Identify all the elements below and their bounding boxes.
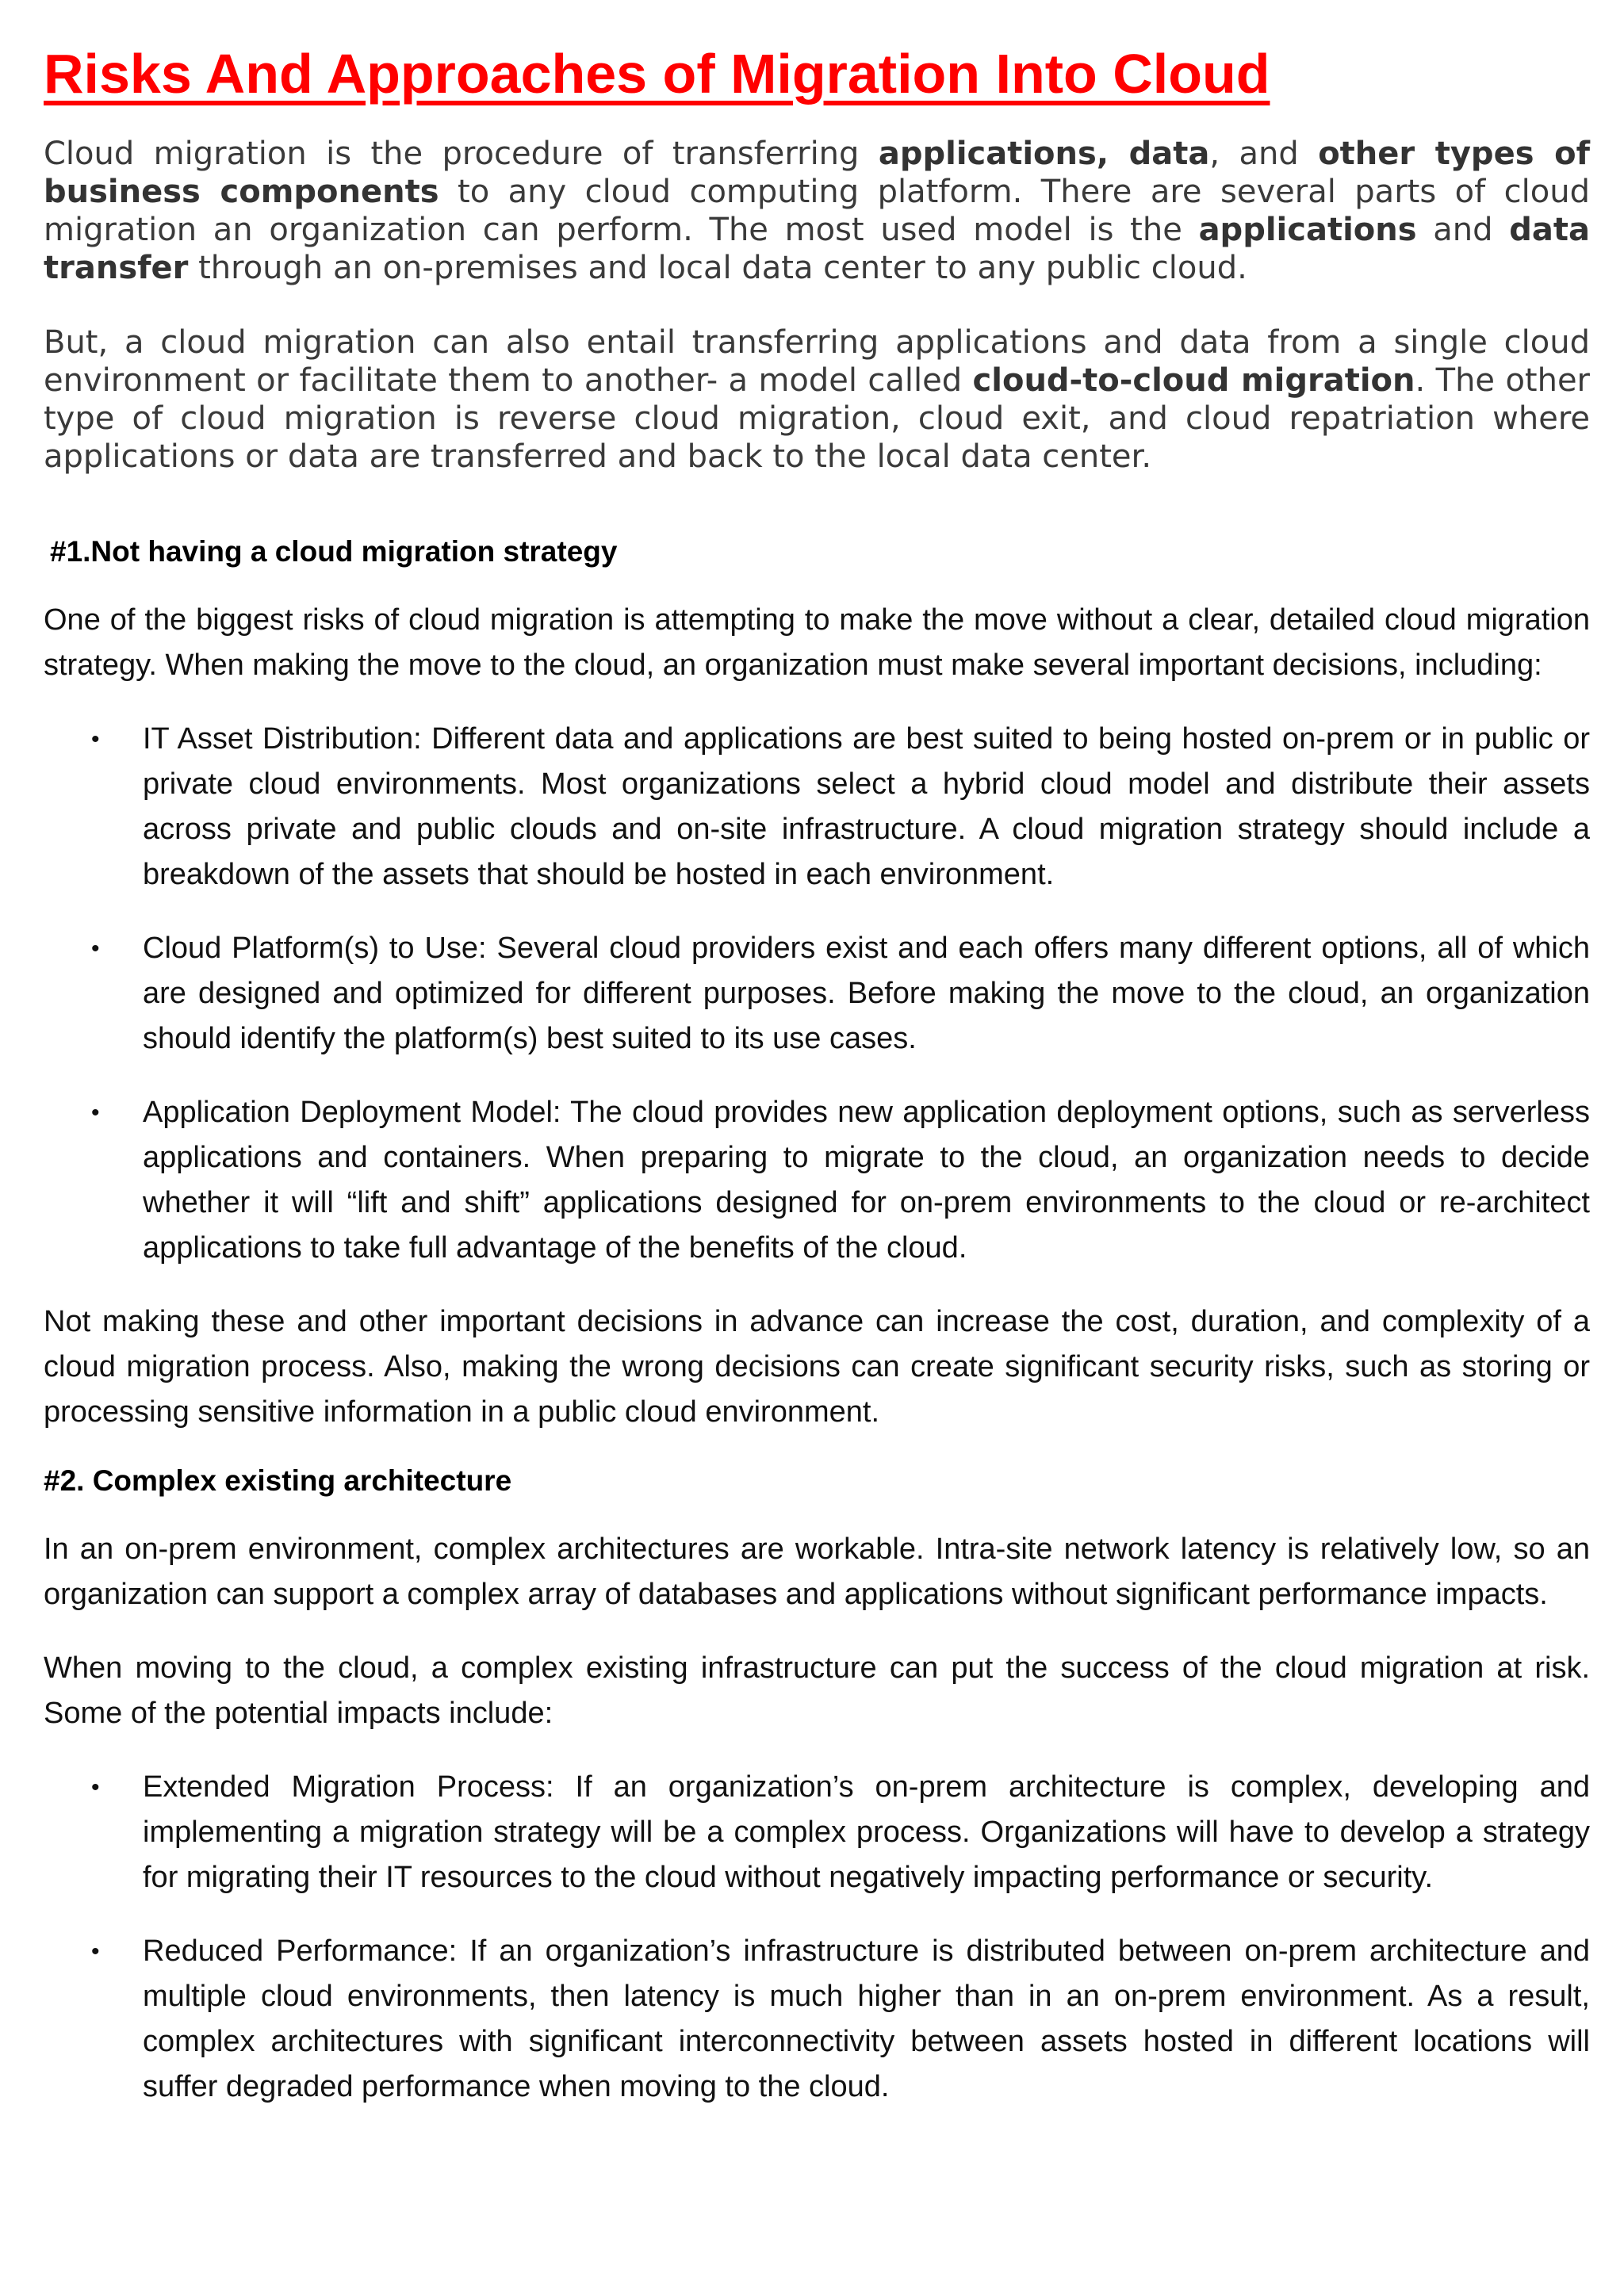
list-item (44, 1765, 1590, 1900)
intro-p2-text-c: . The other type of cloud migration is reverse cloud migration, cloud exit, and cloud repatriation where applications or data are transferred and back to the local data center. (44, 362, 1591, 475)
list-item (44, 1090, 1590, 1271)
intro-paragraph-1 (44, 135, 1590, 287)
section-1-heading: #1.Not having a cloud migration strategy (50, 535, 618, 568)
list-item (44, 717, 1590, 897)
list-item-text: IT Asset Distribution: Different data and applications are best suited to being hosted on-prem or in public or private cloud environments. Most organizations select a hybrid cloud model and distribute their assets across private and public clouds and on-site infrastructure. A cloud migration strategy should include a breakdown of the assets that should be hosted in each environment. (143, 722, 1590, 891)
bullet-icon: • (91, 726, 100, 752)
list-item (44, 926, 1590, 1062)
intro-p1-text-c: , and (1209, 136, 1319, 172)
bullet-icon: • (91, 1938, 100, 1965)
intro-p1-text-a: Cloud migration is the procedure of transferring (44, 136, 879, 172)
list-item (44, 1929, 1590, 2110)
bullet-icon: • (91, 1774, 100, 1800)
document-page (44, 44, 1590, 2138)
intro-p2-text-a: But, a cloud migration can also entail transferring applications and data from a single cloud environment or facilitate them to another- a model called (44, 324, 1590, 399)
list-item-text: Application Deployment Model: The cloud provides new application deployment options, such as serverless applications and containers. When preparing to migrate to the cloud, an organization needs to decide whether it will “lift and shift” applications designed for on-prem environments to the cloud or re-architect applications to take full advantage of the benefits of the cloud. (143, 1096, 1590, 1265)
section-2-paragraph-1: In an on-prem environment, complex architectures are workable. Intra-site network latency is relatively low, so an organization can support a complex array of databases and applications without significant performance impacts. (44, 1533, 1590, 1611)
intro-p1-bold-4: data transfer (44, 212, 1590, 286)
intro-p1-text-e: and (1416, 212, 1510, 248)
section-2-paragraph-2: When moving to the cloud, a complex existing infrastructure can put the success of the cloud migration at risk. Some of the potential impacts include: (44, 1651, 1590, 1730)
list-item-text: Cloud Platform(s) to Use: Several cloud providers exist and each offers many different options, all of which are designed and optimized for different purposes. Before making the move to the cloud, an organization should identify the platform(s) best suited to its use cases. (143, 932, 1590, 1055)
intro-p1-bold-2: other types of business components (44, 136, 1591, 210)
intro-p1-text-f: through an on-premises and local data center to any public cloud. (188, 250, 1247, 286)
section-2-bullet-list (44, 1765, 1590, 2110)
section-1-intro: One of the biggest risks of cloud migration is attempting to make the move without a clear, detailed cloud migration strategy. When making the move to the cloud, an organization must make several important decisions, including: (44, 603, 1590, 682)
list-item-text: Extended Migration Process: If an organization’s on-prem architecture is complex, developing and implementing a migration strategy will be a complex process. Organizations will have to develop a strategy for migrating their IT resources to the cloud without negatively impacting performance or security. (143, 1770, 1590, 1894)
intro-p1-bold-3: applications (1198, 212, 1417, 248)
bullet-icon: • (91, 936, 100, 962)
section-1-bullet-list (44, 717, 1590, 1271)
bullet-icon: • (91, 1100, 100, 1126)
section-1-outro: Not making these and other important decisions in advance can increase the cost, duration, and complexity of a cloud migration process. Also, making the wrong decisions can create significant security risks, such as storing or processing sensitive information in a public cloud environment. (44, 1305, 1590, 1429)
section-2-heading: #2. Complex existing architecture (44, 1464, 512, 1497)
intro-p1-text-d: to any cloud computing platform. There are several parts of cloud migration an organization can perform. The most used model is the (44, 174, 1590, 248)
list-item-text: Reduced Performance: If an organization’s infrastructure is distributed between on-prem architecture and multiple cloud environments, then latency is much higher than in an on-prem environment. As a result, complex architectures with significant interconnectivity between assets hosted in different locations will suffer degraded performance when moving to the cloud. (143, 1934, 1590, 2103)
intro-p1-bold-1: applications, data (878, 136, 1210, 172)
intro-p2-bold-1: cloud-to-cloud migration (972, 362, 1415, 399)
intro-paragraph-2 (44, 323, 1590, 476)
document-title: Risks And Approaches of Migration Into Cloud (44, 43, 1270, 105)
